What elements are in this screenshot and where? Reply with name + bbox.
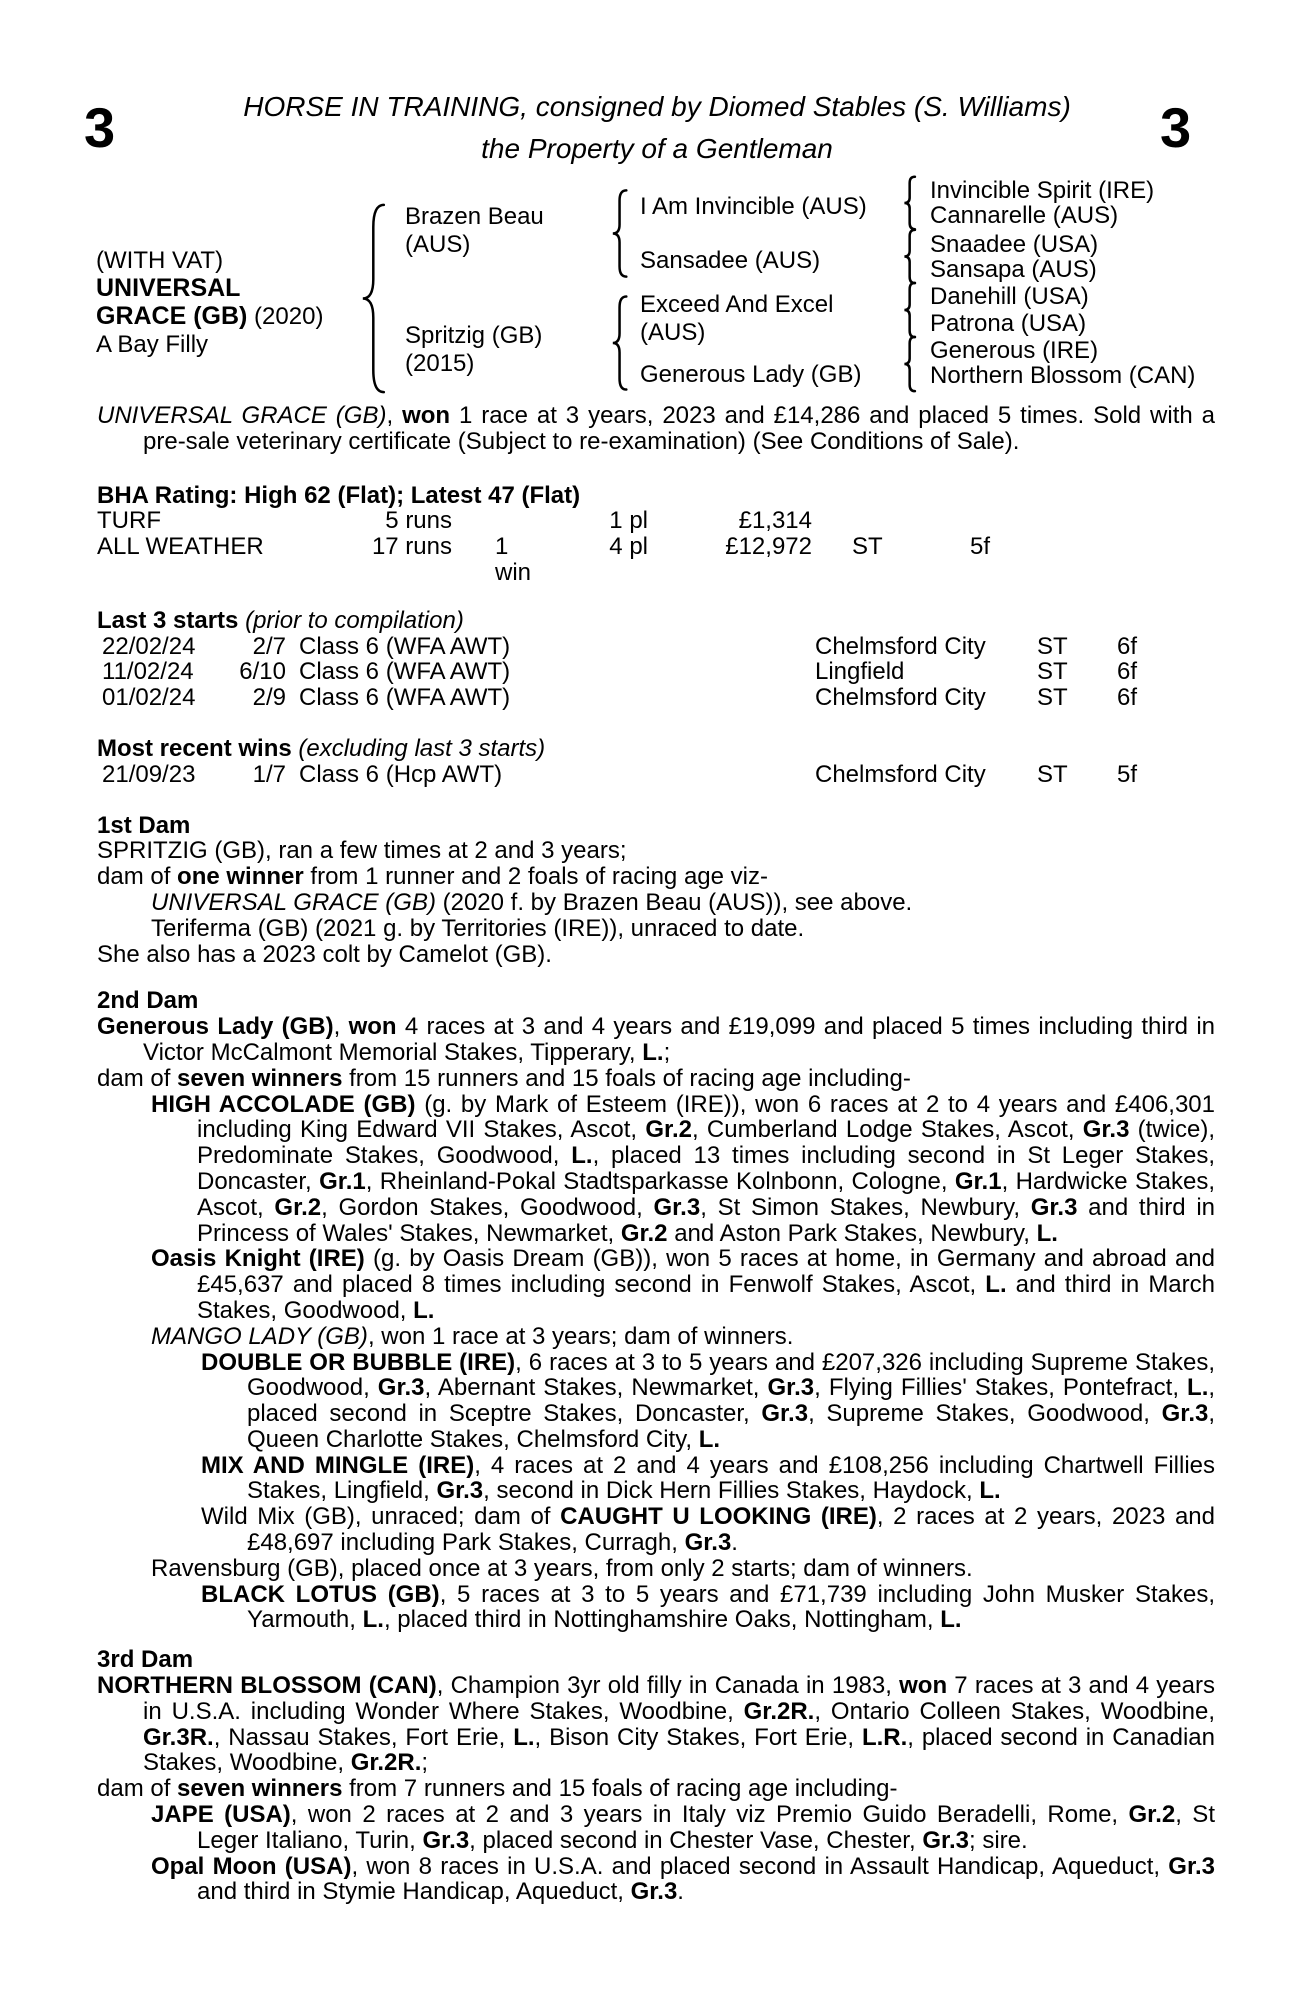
start-date: 22/02/24: [102, 632, 196, 660]
second-dam-section: [97, 988, 1215, 1633]
second-dam-heading: 2nd Dam: [97, 987, 199, 1015]
dam-paragraph: dam of seven winners from 7 runners and 15 foals of racing age including-: [97, 1775, 898, 1803]
start-position: 2/7: [252, 632, 286, 660]
record-places: 1 pl: [609, 507, 648, 535]
gen2-dam-sire: Exceed And Excel: [640, 291, 834, 318]
dam-paragraph: dam of seven winners from 15 runners and 15 foals of racing age including-: [97, 1064, 911, 1092]
dam-paragraph: Opal Moon (USA), won 8 races in U.S.A. and placed second in Assault Handicap, Aqueduct, Gr.3 and third in Stymie Handicap, Aqueduct, Gr.3.: [151, 1852, 1215, 1906]
gen3-name-8: Northern Blossom (CAN): [930, 362, 1196, 389]
start-row: [97, 634, 1215, 660]
record-going: ST: [852, 533, 883, 561]
dam-paragraph: MANGO LADY (GB), won 1 race at 3 years; dam of winners.: [151, 1322, 794, 1350]
third-dam-section: [97, 1647, 1215, 1905]
start-position: 6/10: [239, 658, 286, 686]
bha-rating-heading: BHA Rating: High 62 (Flat); Latest 47 (Flat): [97, 481, 581, 509]
horse-name-line2: [96, 304, 323, 330]
win-course: Chelmsford City: [815, 760, 986, 788]
dam-paragraph: Generous Lady (GB), won 4 races at 3 and 4 years and £19,099 and placed 5 times including third in Victor McCalmont Memorial Stakes, Tipperary, L.;: [97, 1013, 1216, 1066]
dam-paragraph: Oasis Knight (IRE) (g. by Oasis Dream (GB)), won 5 races at home, in Germany and abroad and £45,637 and placed 8 times including second in Fenwolf Stakes, Ascot, L. and third in March Stakes, Goodwood, L.: [151, 1245, 1215, 1324]
record-runs: 17 runs: [371, 533, 452, 561]
gen3-name-1: Invincible Spirit (IRE): [930, 177, 1155, 204]
dam-paragraph: Wild Mix (GB), unraced; dam of CAUGHT U LOOKING (IRE), 2 races at 2 years, 2023 and £48,697 including Park Stakes, Curragh, Gr.3.: [201, 1503, 1216, 1557]
start-going: ST: [1037, 684, 1068, 712]
win-going: ST: [1037, 760, 1068, 788]
horse-foaling-year: (2020): [247, 303, 324, 330]
record-wins: [452, 508, 548, 534]
dam-paragraph: Ravensburg (GB), placed once at 3 years, from only 2 starts; dam of winners.: [151, 1554, 973, 1582]
record-earnings: £1,314: [738, 507, 812, 535]
lot-number-right: 3: [1160, 96, 1192, 159]
dam-suffix: (2015): [405, 350, 475, 377]
start-distance: 6f: [1117, 632, 1138, 660]
last-three-starts-section: [97, 608, 1215, 711]
pedigree-brace-gen3-1: [903, 176, 917, 230]
dam-paragraph: dam of one winner from 1 runner and 2 foals of racing age viz-: [97, 863, 768, 891]
first-dam-section: [97, 813, 1215, 968]
start-going: ST: [1037, 632, 1068, 660]
start-race: Class 6 (WFA AWT): [299, 684, 511, 712]
dam-paragraph: NORTHERN BLOSSOM (CAN), Champion 3yr old filly in Canada in 1983, won 7 races at 3 and 4 years in U.S.A. including Wonder Where Stakes, Woodbine, Gr.2R., Ontario Colleen Stakes, Woodbine, Gr.3R., Nassau Stakes, Fort Erie, L., Bison City Stakes, Fort Erie, L.R., placed second in Canadian Stakes, Woodbine, Gr.2R.;: [97, 1672, 1216, 1777]
sire-suffix: (AUS): [405, 231, 471, 258]
dam-paragraph: SPRITZIG (GB), ran a few times at 2 and 3 years;: [97, 837, 627, 865]
start-course: Lingfield: [815, 658, 905, 686]
dam-paragraph: HIGH ACCOLADE (GB) (g. by Mark of Esteem (IRE)), won 6 races at 2 to 4 years and £406,301 including King Edward VII Stakes, Ascot, Gr.2, Cumberland Lodge Stakes, Ascot, Gr.3 (twice), Predominate Stakes, Goodwood, L., placed 13 times including second in St Leger Stakes, Doncaster, Gr.1, Rheinland-Pokal Stadtsparkasse Kolnbonn, Cologne, Gr.1, Hardwicke Stakes, Ascot, Gr.2, Gordon Stakes, Goodwood, Gr.3, St Simon Stakes, Newbury, Gr.3 and third in Princess of Wales' Stakes, Newmarket, Gr.2 and Aston Park Stakes, Newbury, L.: [151, 1090, 1216, 1247]
start-distance: 6f: [1117, 658, 1138, 686]
start-distance: 6f: [1117, 684, 1138, 712]
pedigree-brace-gen3-4: [903, 336, 917, 392]
gen2-dam-dam: Generous Lady (GB): [640, 361, 862, 388]
win-distance: 5f: [1117, 760, 1138, 788]
start-race: Class 6 (WFA AWT): [299, 632, 511, 660]
start-race: Class 6 (WFA AWT): [299, 658, 511, 686]
most-recent-wins-heading: Most recent wins (excluding last 3 starts): [97, 734, 546, 762]
dam-paragraph: BLACK LOTUS (GB), 5 races at 3 to 5 years and £71,739 including John Musker Stakes, Yarmouth, L., placed third in Nottinghamshire Oaks, Nottingham, L.: [201, 1580, 1216, 1634]
start-date: 11/02/24: [102, 658, 194, 686]
record-row-all-weather: [97, 534, 1215, 586]
dam-paragraph: MIX AND MINGLE (IRE), 4 races at 2 and 4 years and £108,256 including Chartwell Fillies Stakes, Lingfield, Gr.3, second in Dick Hern Fillies Stakes, Haydock, L.: [201, 1451, 1215, 1505]
gen3-name-4: Sansapa (AUS): [930, 256, 1097, 283]
start-going: ST: [1037, 658, 1068, 686]
record-surface: TURF: [97, 507, 161, 535]
gen3-name-3: Snaadee (USA): [930, 231, 1099, 258]
horse-name-bold: GRACE (GB): [96, 302, 248, 330]
pedigree-brace-sire-parents: [611, 189, 629, 278]
record-runs: 5 runs: [385, 507, 452, 535]
win-row: [97, 762, 1215, 788]
record-row-turf: [97, 508, 1215, 534]
consignor-title: HORSE IN TRAINING, consigned by Diomed Stables (S. Williams): [243, 91, 1071, 122]
gen3-name-6: Patrona (USA): [930, 310, 1087, 337]
record-distance: [970, 508, 1215, 534]
most-recent-wins-section: [97, 736, 1215, 788]
first-dam-heading: 1st Dam: [97, 811, 191, 839]
gen3-name-7: Generous (IRE): [930, 337, 1099, 364]
dam-paragraph: She also has a 2023 colt by Camelot (GB).: [97, 940, 552, 968]
sire-name: Brazen Beau: [405, 203, 544, 230]
race-record-section: [97, 483, 1215, 586]
pedigree-brace-parents: [360, 202, 388, 395]
start-row: [97, 685, 1215, 711]
pedigree-brace-dam-parents: [611, 295, 629, 391]
record-going: [812, 508, 970, 534]
last-three-starts-heading: Last 3 starts (prior to compilation): [97, 606, 464, 634]
gen2-sire-dam: Sansadee (AUS): [640, 247, 821, 274]
with-vat-note: (WITH VAT): [96, 247, 224, 274]
record-distance: 5f: [970, 533, 991, 561]
start-course: Chelmsford City: [815, 684, 986, 712]
win-race: Class 6 (Hcp AWT): [299, 760, 503, 788]
horse-description: A Bay Filly: [96, 331, 209, 358]
record-surface: ALL WEATHER: [97, 533, 264, 561]
pedigree-brace-gen3-3: [903, 282, 917, 338]
win-position: 1/7: [252, 760, 286, 788]
record-places: 4 pl: [609, 533, 648, 561]
race-summary: UNIVERSAL GRACE (GB), won 1 race at 3 years, 2023 and £14,286 and placed 5 times. Sold with a pre-sale veterinary certificate (Subject to re-examination) (See Conditions of Sale).: [97, 402, 1215, 455]
win-date: 21/09/23: [102, 760, 196, 788]
start-row: [97, 659, 1215, 685]
property-title: the Property of a Gentleman: [481, 133, 833, 164]
pedigree-brace-gen3-2: [903, 229, 917, 284]
dam-paragraph: JAPE (USA), won 2 races at 2 and 3 years in Italy viz Premio Guido Beradelli, Rome, Gr.2, St Leger Italiano, Turin, Gr.3, placed second in Chester Vase, Chester, Gr.3; sire.: [151, 1801, 1215, 1854]
gen3-name-2: Cannarelle (AUS): [930, 202, 1119, 229]
gen3-name-5: Danehill (USA): [930, 283, 1089, 310]
start-position: 2/9: [252, 684, 286, 712]
gen2-sire-sire: I Am Invincible (AUS): [640, 193, 867, 220]
dam-paragraph: DOUBLE OR BUBBLE (IRE), 6 races at 3 to 5 years and £207,326 including Supreme Stakes, Goodwood, Gr.3, Abernant Stakes, Newmarket, Gr.3, Flying Fillies' Stakes, Pontefract, L., placed second in Sceptre Stakes, Doncaster, Gr.3, Supreme Stakes, Goodwood, Gr.3, Queen Charlotte Stakes, Chelmsford City, L.: [201, 1348, 1216, 1453]
gen2-dam-sire-suffix: (AUS): [640, 319, 706, 346]
dam-name: Spritzig (GB): [405, 322, 543, 349]
dam-paragraph: UNIVERSAL GRACE (GB) (2020 f. by Brazen Beau (AUS)), see above.: [151, 888, 913, 916]
record-wins: 1 win: [495, 533, 532, 586]
catalogue-body: [97, 403, 1215, 1905]
horse-name-line1: UNIVERSAL: [96, 274, 241, 302]
start-course: Chelmsford City: [815, 632, 986, 660]
lot-number-left: 3: [84, 96, 116, 159]
third-dam-heading: 3rd Dam: [97, 1646, 194, 1674]
dam-paragraph: Teriferma (GB) (2021 g. by Territories (IRE)), unraced to date.: [151, 914, 805, 942]
record-earnings: £12,972: [725, 533, 812, 561]
start-date: 01/02/24: [102, 684, 196, 712]
